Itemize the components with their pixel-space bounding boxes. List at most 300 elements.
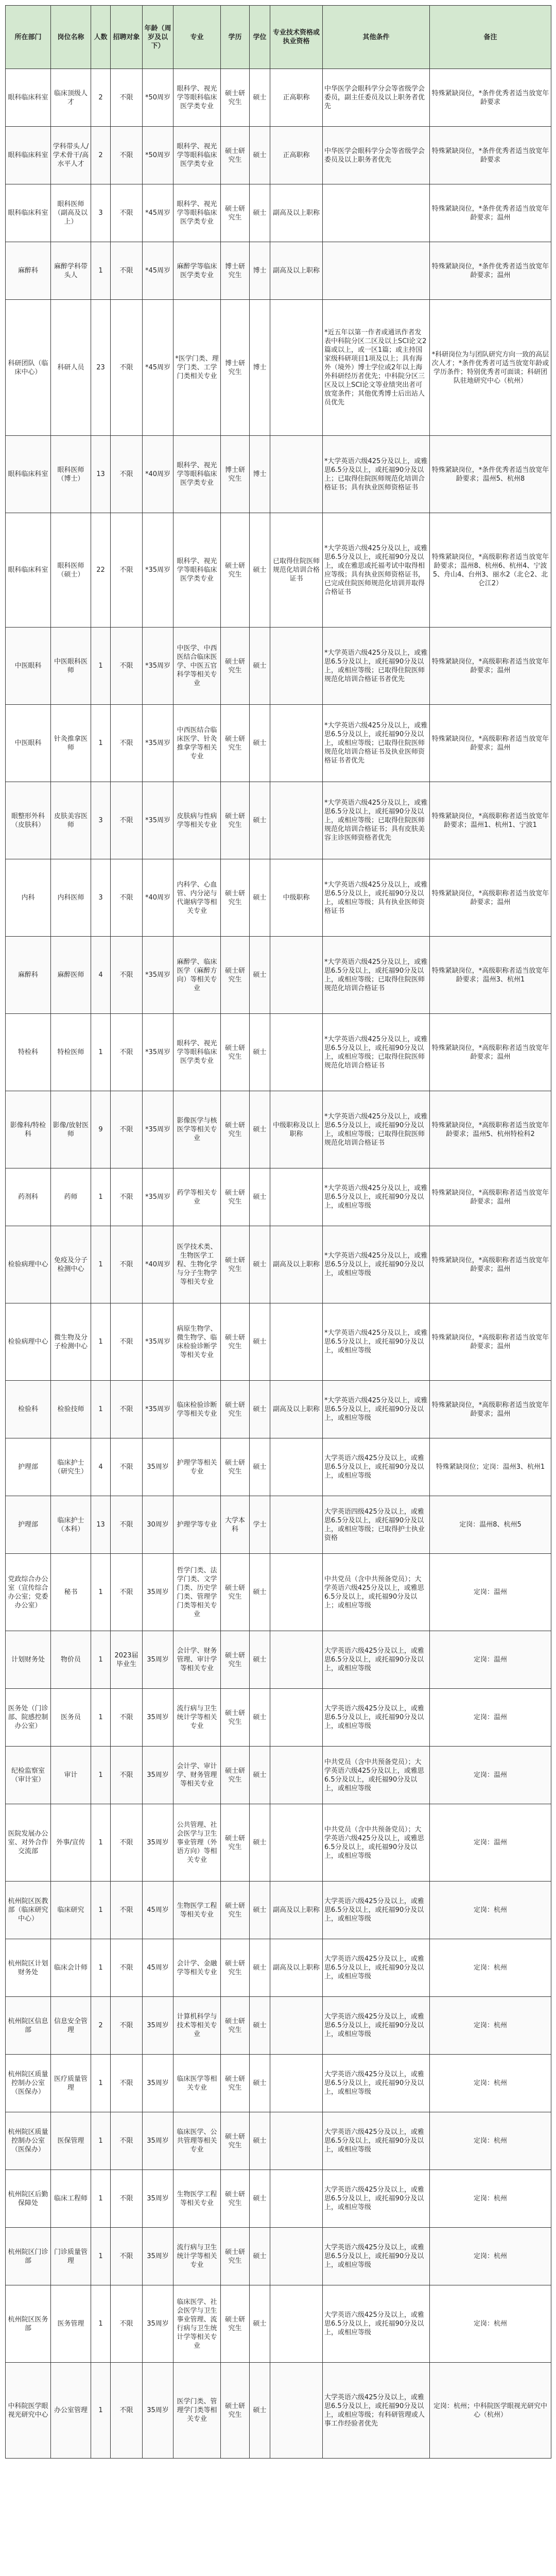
cell-major: 眼科学、视光学等眼科临床医学类专业 — [173, 513, 221, 628]
cell-dept: 检验病理中心 — [6, 1303, 51, 1381]
table-row — [6, 782, 551, 859]
cell-age: *45周岁 — [143, 184, 173, 242]
cell-major: 病原生物学、微生物学、临床检验诊断学等相关专业 — [173, 1303, 221, 1381]
cell-post: 眼科医师（硕士） — [51, 513, 91, 628]
cell-age: 45周岁 — [143, 1882, 173, 1939]
cell-note: 定岗：杭州 — [430, 2112, 551, 2170]
cell-count: 1 — [91, 2228, 111, 2285]
cell-major: 临床医学、社会医学与卫生事业管理、流行病与卫生统计学等相关专业 — [173, 2285, 221, 2363]
cell-post: 医务管理 — [51, 2285, 91, 2363]
cell-post: 学科带头人/学术骨干/高水平人才 — [51, 127, 91, 184]
cell-qual — [270, 1804, 323, 1882]
cell-edu: 硕士研究生 — [221, 1689, 250, 1747]
cell-target: 不限 — [111, 2112, 143, 2170]
cell-age: *40周岁 — [143, 859, 173, 937]
cell-dept: 杭州院区计划财务处 — [6, 1939, 51, 1997]
cell-target: 不限 — [111, 184, 143, 242]
table-row — [6, 2285, 551, 2363]
cell-age: 35周岁 — [143, 2112, 173, 2170]
cell-degree: 硕士 — [250, 705, 270, 782]
table-row — [6, 242, 551, 300]
cell-count: 2 — [91, 127, 111, 184]
recruitment-document — [5, 5, 551, 2459]
cell-note: 特殊紧缺岗位，*高级职称者适当放宽年龄要求；温州1、杭州1、宁波1 — [430, 782, 551, 859]
cell-edu: 硕士研究生 — [221, 1747, 250, 1804]
cell-edu: 硕士研究生 — [221, 937, 250, 1014]
cell-dept: 检验科 — [6, 1381, 51, 1438]
cell-target: 不限 — [111, 127, 143, 184]
cell-major: 生物医学工程等相关专业 — [173, 2170, 221, 2228]
cell-edu: 硕士研究生 — [221, 1303, 250, 1381]
cell-degree: 硕士 — [250, 127, 270, 184]
cell-degree: 硕士 — [250, 1303, 270, 1381]
cell-cond: 大学英语六级425分及以上，或雅思6.5分及以上，或托福90分及以上，或相应等级 — [323, 2170, 430, 2228]
cell-edu: 硕士研究生 — [221, 1631, 250, 1689]
header-qual: 专业技术资格或执业资格 — [270, 6, 323, 69]
cell-major: 会计学、审计学、财务管理等相关专业 — [173, 1747, 221, 1804]
cell-post: 临床顶级人才 — [51, 69, 91, 127]
cell-major: 公共管理、社会医学与卫生事业管理（外语方向）等相关专业 — [173, 1804, 221, 1882]
cell-degree: 硕士 — [250, 1226, 270, 1303]
header-major: 专业 — [173, 6, 221, 69]
cell-cond: 大学英语六级425分及以上，或雅思6.5分及以上，或托福90分及以上，或相应等级 — [323, 1689, 430, 1747]
cell-edu: 硕士研究生 — [221, 1381, 250, 1438]
cell-age: 35周岁 — [143, 2363, 173, 2459]
cell-target: 不限 — [111, 1014, 143, 1091]
cell-dept: 杭州院区信息部 — [6, 1997, 51, 2055]
cell-degree: 硕士 — [250, 628, 270, 705]
cell-note: 特殊紧缺岗位；定岗：温州3、杭州1 — [430, 1438, 551, 1496]
cell-qual — [270, 2285, 323, 2363]
cell-target: 不限 — [111, 69, 143, 127]
cell-count: 1 — [91, 1014, 111, 1091]
cell-age: *35周岁 — [143, 1168, 173, 1226]
cell-dept: 眼科临床科室 — [6, 513, 51, 628]
cell-count: 1 — [91, 705, 111, 782]
cell-edu: 硕士研究生 — [221, 69, 250, 127]
cell-degree: 学士 — [250, 1496, 270, 1554]
cell-age: *35周岁 — [143, 1014, 173, 1091]
cell-cond: 大学英语六级425分及以上，或雅思6.5分及以上，或托福90分及以上，或相应等级 — [323, 2285, 430, 2363]
cell-edu: 硕士研究生 — [221, 1939, 250, 1997]
table-row — [6, 1381, 551, 1438]
cell-target: 不限 — [111, 1381, 143, 1438]
cell-degree: 硕士 — [250, 1091, 270, 1168]
cell-major: 流行病与卫生统计学等相关专业 — [173, 2228, 221, 2285]
cell-target: 不限 — [111, 436, 143, 513]
table-row — [6, 69, 551, 127]
cell-post: 临床会计师 — [51, 1939, 91, 1997]
table-row — [6, 2170, 551, 2228]
cell-edu: 硕士研究生 — [221, 1091, 250, 1168]
cell-edu: 大学本科 — [221, 1496, 250, 1554]
table-row — [6, 127, 551, 184]
cell-age: *35周岁 — [143, 1303, 173, 1381]
cell-age: *35周岁 — [143, 705, 173, 782]
cell-qual — [270, 1168, 323, 1226]
cell-qual: 副高及以上职称 — [270, 1882, 323, 1939]
cell-edu: 硕士研究生 — [221, 705, 250, 782]
cell-qual: 正高职称 — [270, 69, 323, 127]
table-row — [6, 1091, 551, 1168]
cell-post: 临床工程师 — [51, 2170, 91, 2228]
cell-major: 护理学等专业 — [173, 1496, 221, 1554]
cell-degree: 硕士 — [250, 2170, 270, 2228]
cell-degree: 硕士 — [250, 2285, 270, 2363]
table-row — [6, 1438, 551, 1496]
cell-dept: 检验病理中心 — [6, 1226, 51, 1303]
cell-count: 3 — [91, 782, 111, 859]
cell-post: 门诊质量管理 — [51, 2228, 91, 2285]
cell-note: 定岗：杭州 — [430, 2285, 551, 2363]
cell-count: 9 — [91, 1091, 111, 1168]
cell-degree: 硕士 — [250, 1882, 270, 1939]
cell-cond — [323, 184, 430, 242]
cell-major: 眼科学、视光学等眼科临床医学类专业 — [173, 184, 221, 242]
cell-dept: 护理部 — [6, 1438, 51, 1496]
cell-qual: 副高及以上职称 — [270, 242, 323, 300]
cell-age: 35周岁 — [143, 2170, 173, 2228]
cell-note: 定岗：杭州 — [430, 2170, 551, 2228]
cell-target: 不限 — [111, 242, 143, 300]
cell-post: 医保管理 — [51, 2112, 91, 2170]
cell-post: 内科医师 — [51, 859, 91, 937]
cell-edu: 硕士研究生 — [221, 2055, 250, 2112]
cell-qual — [270, 1496, 323, 1554]
cell-edu: 硕士研究生 — [221, 1882, 250, 1939]
cell-qual: 中级职称及以上职称 — [270, 1091, 323, 1168]
cell-note: 特殊紧缺岗位，*高级职称者适当放宽年龄要求；温州5、杭州特检科2 — [430, 1091, 551, 1168]
cell-edu: 硕士研究生 — [221, 1997, 250, 2055]
cell-degree: 硕士 — [250, 1014, 270, 1091]
cell-target: 不限 — [111, 2170, 143, 2228]
header-row — [6, 6, 551, 69]
header-target: 招聘对象 — [111, 6, 143, 69]
cell-major: 计算机科学与技术等相关专业 — [173, 1997, 221, 2055]
cell-post: 临床护士（本科） — [51, 1496, 91, 1554]
cell-edu: 硕士研究生 — [221, 127, 250, 184]
table-row — [6, 1554, 551, 1631]
header-dept: 所在部门 — [6, 6, 51, 69]
cell-note: 特殊紧缺岗位，*高级职称者适当放宽年龄要求；温州 — [430, 1381, 551, 1438]
cell-target: 不限 — [111, 1303, 143, 1381]
cell-age: 30周岁 — [143, 1496, 173, 1554]
cell-count: 1 — [91, 628, 111, 705]
cell-note: 定岗：温州 — [430, 1554, 551, 1631]
cell-degree: 硕士 — [250, 1554, 270, 1631]
cell-count: 1 — [91, 1226, 111, 1303]
cell-dept: 纪检监察室（审计室） — [6, 1747, 51, 1804]
cell-edu: 硕士研究生 — [221, 1804, 250, 1882]
cell-edu: 硕士研究生 — [221, 859, 250, 937]
cell-qual: 副高及以上职称 — [270, 1939, 323, 1997]
cell-dept: 杭州院区质量控制办公室（医保办） — [6, 2055, 51, 2112]
cell-target: 不限 — [111, 705, 143, 782]
cell-degree: 硕士 — [250, 2228, 270, 2285]
cell-count: 1 — [91, 1804, 111, 1882]
cell-degree: 硕士 — [250, 69, 270, 127]
cell-dept: 计划财务处 — [6, 1631, 51, 1689]
cell-target: 不限 — [111, 1939, 143, 1997]
cell-age: *45周岁 — [143, 300, 173, 436]
cell-target: 2023届毕业生 — [111, 1631, 143, 1689]
cell-cond: *大学英语六级425分及以上，或雅思6.5分及以上，或托福90分及以上，或相应等级 — [323, 1168, 430, 1226]
cell-target: 不限 — [111, 859, 143, 937]
table-row — [6, 1747, 551, 1804]
table-row — [6, 184, 551, 242]
cell-qual — [270, 1554, 323, 1631]
cell-major: 临床检验诊断学等相关专业 — [173, 1381, 221, 1438]
cell-age: *35周岁 — [143, 1381, 173, 1438]
cell-count: 3 — [91, 184, 111, 242]
cell-major: *医学门类、理学门类、工学门类相关专业 — [173, 300, 221, 436]
cell-major: 临床医学等相关专业 — [173, 2055, 221, 2112]
cell-count: 1 — [91, 1747, 111, 1804]
cell-edu: 硕士研究生 — [221, 513, 250, 628]
cell-post: 科研人员 — [51, 300, 91, 436]
cell-count: 4 — [91, 1438, 111, 1496]
cell-major: 哲学门类、法学门类、文学门类、历史学门类、管理学门类等相关专业 — [173, 1554, 221, 1631]
cell-count: 1 — [91, 2112, 111, 2170]
cell-target: 不限 — [111, 1226, 143, 1303]
cell-major: 眼科学、视光学等眼科临床医学类专业 — [173, 127, 221, 184]
cell-degree: 硕士 — [250, 184, 270, 242]
cell-cond: *大学英语六级425分及以上，或雅思6.5分及以上，或托福90分及以上，或相应等级；具有执业医师资格证书 — [323, 859, 430, 937]
cell-target: 不限 — [111, 1496, 143, 1554]
cell-cond: *大学英语六级425分及以上，或雅思6.5分及以上，或托福90分及以上，或相应等级 — [323, 1226, 430, 1303]
cell-dept: 杭州院区医教部（临床研究中心） — [6, 1882, 51, 1939]
cell-qual — [270, 1014, 323, 1091]
cell-age: 35周岁 — [143, 1438, 173, 1496]
cell-dept: 眼科临床科室 — [6, 184, 51, 242]
cell-qual: 副高及以上职称 — [270, 1381, 323, 1438]
cell-cond: *大学英语六级425分及以上，或雅思6.5分及以上，或托福90分及以上，或相应等级 — [323, 1381, 430, 1438]
cell-post: 医务员 — [51, 1689, 91, 1747]
cell-age: 35周岁 — [143, 2228, 173, 2285]
cell-count: 3 — [91, 859, 111, 937]
cell-note: *科研岗位为与团队研究方向一致的高层次人才；*条件优秀者可适当放宽年龄或学历条件；特别优秀者可面谈；科研团队驻地研究中心（杭州） — [430, 300, 551, 436]
cell-dept: 党政综合办公室（宣传综合办公室；党委办公室） — [6, 1554, 51, 1631]
cell-post: 信息安全管理 — [51, 1997, 91, 2055]
cell-count: 2 — [91, 69, 111, 127]
cell-edu: 硕士研究生 — [221, 2285, 250, 2363]
cell-note: 定岗：杭州；中科院医学眼视光研究中心（杭州） — [430, 2363, 551, 2459]
cell-qual — [270, 2055, 323, 2112]
table-header — [6, 6, 551, 69]
cell-post: 中医眼科医师 — [51, 628, 91, 705]
table-row — [6, 937, 551, 1014]
cell-post: 影像/放射医师 — [51, 1091, 91, 1168]
cell-target: 不限 — [111, 937, 143, 1014]
cell-edu: 硕士研究生 — [221, 1438, 250, 1496]
cell-post: 办公室管理 — [51, 2363, 91, 2459]
cell-qual — [270, 2228, 323, 2285]
cell-edu: 硕士研究生 — [221, 1554, 250, 1631]
table-row — [6, 1226, 551, 1303]
cell-post: 皮肤美容医师 — [51, 782, 91, 859]
cell-note: 定岗：温州 — [430, 1631, 551, 1689]
cell-age: 35周岁 — [143, 1554, 173, 1631]
cell-qual — [270, 1438, 323, 1496]
cell-target: 不限 — [111, 1554, 143, 1631]
cell-count: 23 — [91, 300, 111, 436]
table-row — [6, 1882, 551, 1939]
cell-edu: 博士研究生 — [221, 300, 250, 436]
cell-dept: 麻醉科 — [6, 242, 51, 300]
cell-dept: 内科 — [6, 859, 51, 937]
table-row — [6, 1303, 551, 1381]
cell-cond: *大学英语六级425分及以上，或雅思6.5分及以上，或托福90分及以上，或相应等级 — [323, 1303, 430, 1381]
cell-count: 1 — [91, 2363, 111, 2459]
cell-age: 35周岁 — [143, 2055, 173, 2112]
cell-note: 定岗：杭州 — [430, 2055, 551, 2112]
cell-qual — [270, 1303, 323, 1381]
cell-cond: 大学英语六级425分及以上，或雅思6.5分及以上，或托福90分及以上，或相应等级 — [323, 2112, 430, 2170]
cell-major: 临床医学、公共管理等相关专业 — [173, 2112, 221, 2170]
cell-post: 免疫及分子检测中心 — [51, 1226, 91, 1303]
cell-dept: 杭州院区医务部 — [6, 2285, 51, 2363]
cell-post: 医疗质量管理 — [51, 2055, 91, 2112]
cell-cond: 中华医学会眼科学分会等省级学会委员及以上职务者优先 — [323, 127, 430, 184]
cell-note: 定岗：温州 — [430, 1804, 551, 1882]
cell-dept: 医院发展办公室、对外合作交流部 — [6, 1804, 51, 1882]
cell-age: *50周岁 — [143, 69, 173, 127]
cell-post: 临床护士（研究生） — [51, 1438, 91, 1496]
cell-degree: 硕士 — [250, 1689, 270, 1747]
table-body — [6, 69, 551, 2459]
table-row — [6, 2112, 551, 2170]
cell-major: 医学门类、管理学门类等相关专业 — [173, 2363, 221, 2459]
cell-degree: 硕士 — [250, 2363, 270, 2459]
header-count: 人数 — [91, 6, 111, 69]
cell-target: 不限 — [111, 1091, 143, 1168]
cell-dept: 特检科 — [6, 1014, 51, 1091]
cell-cond: *近五年以第一作者或通讯作者发表中科院分区二区及以上SCI论文2篇或以上，或一区1篇；或主持国家级科研项目1项及以上；具有海外（境外）博士学位或2年以上海外科研经历者优先；中科院分区三区及以上SCI论文等业绩突出者可放宽条件；其他优秀博士后出站人员优先 — [323, 300, 430, 436]
table-row — [6, 859, 551, 937]
cell-degree: 硕士 — [250, 1631, 270, 1689]
cell-cond: 大学英语六级425分及以上，或雅思6.5分及以上，或托福90分及以上，或相应等级 — [323, 1939, 430, 1997]
table-row — [6, 513, 551, 628]
table-row — [6, 1997, 551, 2055]
cell-major: 中西医结合临床医学、针灸推拿学等相关专业 — [173, 705, 221, 782]
table-row — [6, 1689, 551, 1747]
cell-qual — [270, 782, 323, 859]
cell-count: 1 — [91, 1939, 111, 1997]
table-row — [6, 1014, 551, 1091]
cell-qual — [270, 705, 323, 782]
cell-age: *35周岁 — [143, 628, 173, 705]
cell-degree: 硕士 — [250, 1438, 270, 1496]
cell-post: 物价员 — [51, 1631, 91, 1689]
cell-qual: 副高及以上职称 — [270, 184, 323, 242]
cell-target: 不限 — [111, 1689, 143, 1747]
cell-target: 不限 — [111, 1804, 143, 1882]
cell-qual — [270, 2363, 323, 2459]
cell-age: 35周岁 — [143, 1997, 173, 2055]
cell-post: 眼科医师（副高及以上） — [51, 184, 91, 242]
cell-qual — [270, 1747, 323, 1804]
cell-degree: 硕士 — [250, 1747, 270, 1804]
cell-cond: *大学英语六级425分及以上，或雅思6.5分及以上，或托福90分及以上，或相应等级；已取得住院医师规范化培训合格证书 — [323, 1014, 430, 1091]
cell-cond: 大学英语四级425分及以上，或雅思6.5分及以上，或托福90分及以上，或相应等级；已取得护士执业资格 — [323, 1496, 430, 1554]
cell-dept: 眼科临床科室 — [6, 436, 51, 513]
cell-age: 35周岁 — [143, 2285, 173, 2363]
cell-major: 中医学、中西医结合临床医学、中医五官科学等相关专业 — [173, 628, 221, 705]
table-row — [6, 1631, 551, 1689]
cell-post: 检验技师 — [51, 1381, 91, 1438]
cell-count: 1 — [91, 1168, 111, 1226]
cell-qual — [270, 300, 323, 436]
cell-edu: 硕士研究生 — [221, 782, 250, 859]
cell-edu: 硕士研究生 — [221, 628, 250, 705]
cell-cond: 大学英语六级425分及以上，或雅思6.5分及以上，或托福90分及以上，或相应等级；有科研管理或人事工作经验者优先 — [323, 2363, 430, 2459]
header-degree: 学位 — [250, 6, 270, 69]
cell-note: 特殊紧缺岗位，*条件优秀者适当放宽年龄要求；温州 — [430, 242, 551, 300]
cell-dept: 眼科临床科室 — [6, 127, 51, 184]
cell-count: 1 — [91, 1554, 111, 1631]
cell-age: *50周岁 — [143, 127, 173, 184]
cell-cond: *大学英语六级425分及以上，或雅思6.5分及以上，或托福90分及以上，或相应等级；已取得住院医师规范化培训合格证书 — [323, 937, 430, 1014]
cell-count: 1 — [91, 1882, 111, 1939]
cell-major: 麻醉学、临床医学（麻醉方向）等相关专业 — [173, 937, 221, 1014]
cell-note: 特殊紧缺岗位，*高级职称者适当放宽年龄要求；温州 — [430, 1226, 551, 1303]
cell-target: 不限 — [111, 628, 143, 705]
cell-age: 35周岁 — [143, 1631, 173, 1689]
cell-note: 特殊紧缺岗位，*条件优秀者适当放宽年龄要求 — [430, 127, 551, 184]
cell-dept: 麻醉科 — [6, 937, 51, 1014]
cell-degree: 硕士 — [250, 1939, 270, 1997]
table-row — [6, 300, 551, 436]
cell-age: *35周岁 — [143, 1091, 173, 1168]
cell-count: 1 — [91, 1631, 111, 1689]
recruitment-table — [5, 5, 551, 2459]
cell-cond: 中共党员（含中共预备党员）；大学英语六级425分及以上，或雅思6.5分及以上，或托福90分及以上；或相应等级 — [323, 1554, 430, 1631]
cell-count: 2 — [91, 1997, 111, 2055]
cell-major: 会计学、金融学等相关专业 — [173, 1939, 221, 1997]
cell-cond: *大学英语六级425分及以上，或雅思6.5分及以上，或托福90分及以上，或在雅思或托福考试中取得相应等级；具有执业医师资格证书，已完成住院医师规范化培训并取得合格证书 — [323, 513, 430, 628]
cell-cond — [323, 242, 430, 300]
cell-major: 流行病与卫生统计学等相关专业 — [173, 1689, 221, 1747]
table-row — [6, 436, 551, 513]
cell-degree: 硕士 — [250, 937, 270, 1014]
cell-cond: 大学英语六级425分及以上，或雅思6.5分及以上，或托福90分及以上，或相应等级 — [323, 1997, 430, 2055]
cell-major: 眼科学、视光学等眼科临床医学类专业 — [173, 1014, 221, 1091]
cell-post: 临床研究 — [51, 1882, 91, 1939]
cell-major: 皮肤病与性病学等相关专业 — [173, 782, 221, 859]
cell-cond: *大学英语六级425分及以上，或雅思6.5分及以上，或托福90分及以上，或相应等级；已取得住院医师规范化培训合格证书及执业医师资格证书者优先 — [323, 705, 430, 782]
cell-dept: 杭州院区门诊部 — [6, 2228, 51, 2285]
cell-degree: 硕士 — [250, 859, 270, 937]
cell-edu: 硕士研究生 — [221, 2170, 250, 2228]
cell-age: 35周岁 — [143, 1804, 173, 1882]
cell-note: 定岗：温州8、杭州5 — [430, 1496, 551, 1554]
table-row — [6, 705, 551, 782]
cell-note: 定岗：杭州 — [430, 1882, 551, 1939]
cell-post: 外事/宣传 — [51, 1804, 91, 1882]
cell-degree: 硕士 — [250, 2112, 270, 2170]
cell-qual — [270, 1631, 323, 1689]
table-row — [6, 1804, 551, 1882]
cell-major: 麻醉学等临床医学类专业 — [173, 242, 221, 300]
cell-age: *35周岁 — [143, 782, 173, 859]
cell-cond: 大学英语六级425分及以上，或雅思6.5分及以上，或托福90分及以上，或相应等级 — [323, 1882, 430, 1939]
cell-target: 不限 — [111, 1168, 143, 1226]
cell-degree: 硕士 — [250, 1804, 270, 1882]
cell-post: 审计 — [51, 1747, 91, 1804]
cell-qual: 中级职称 — [270, 859, 323, 937]
cell-dept: 眼科临床科室 — [6, 69, 51, 127]
cell-dept: 医务处（门诊部、院感控制办公室） — [6, 1689, 51, 1747]
